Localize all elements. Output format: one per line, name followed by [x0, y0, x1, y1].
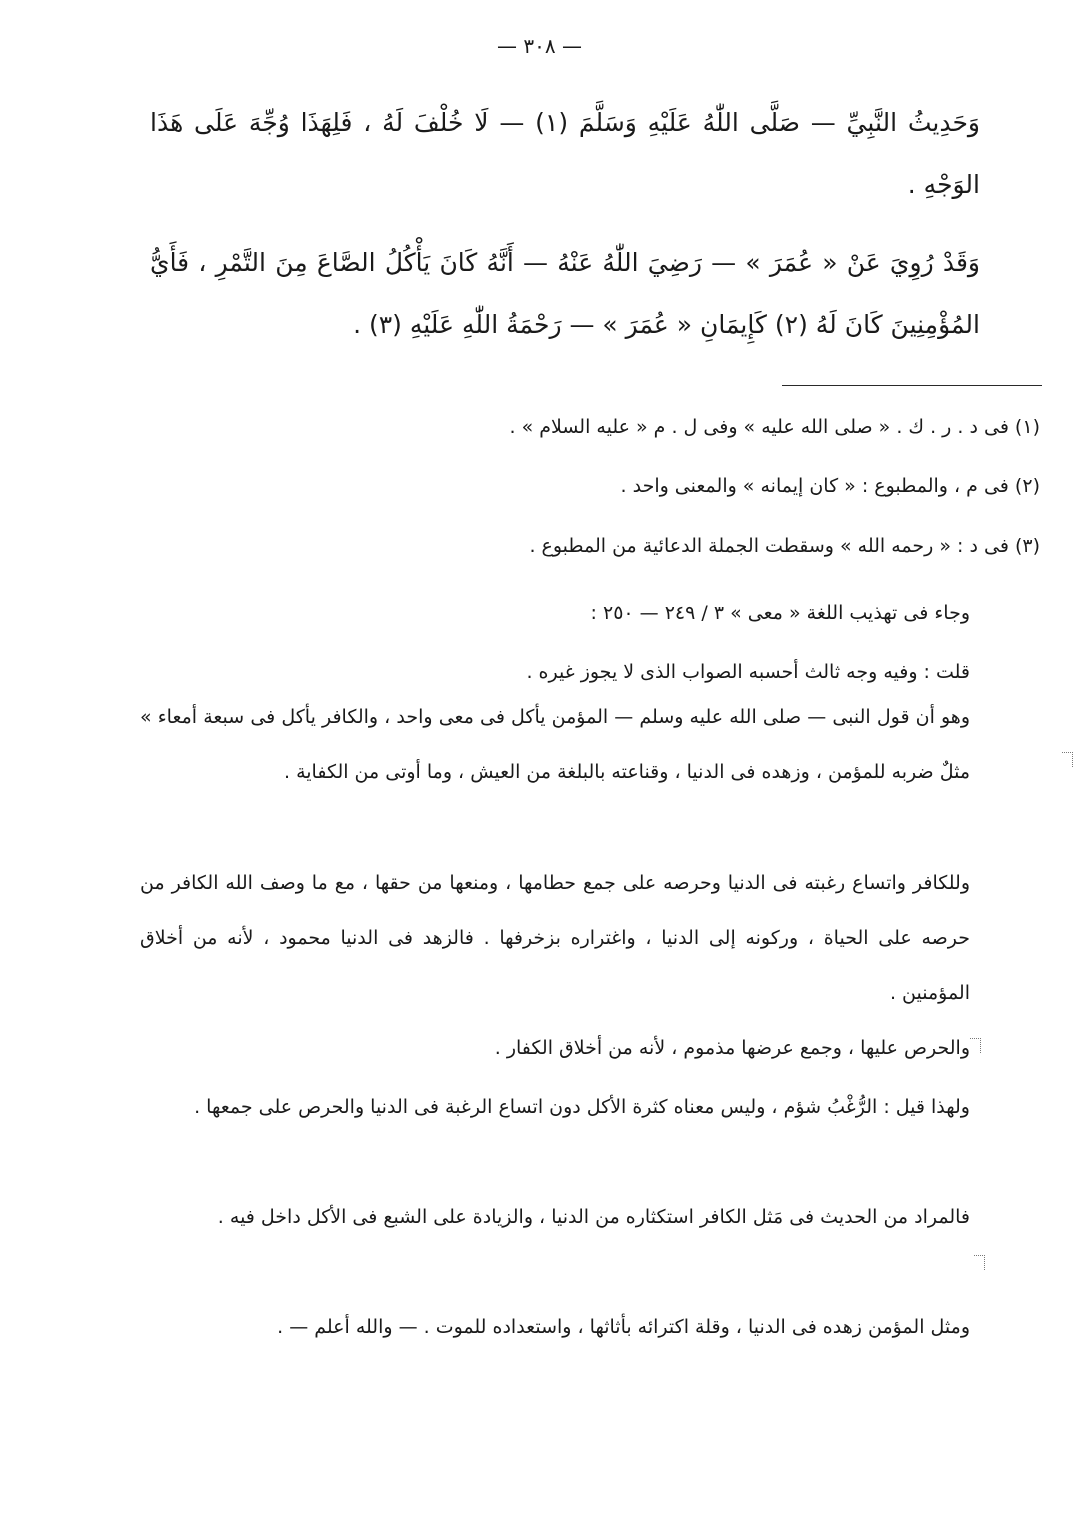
footnote-3: (٣) فى د : « رحمه الله » وسقطت الجملة الدعائية من المطبوع .: [529, 535, 1040, 557]
commentary-paragraph-1: وجاء فى تهذيب اللغة « معى » ٣ / ٢٤٩ — ٢٥٠ :: [590, 602, 970, 624]
commentary-paragraph-2: قلت : وفيه وجه ثالث أحسبه الصواب الذى لا يجوز غيره .: [526, 661, 970, 683]
page-number: — ٣٠٨ —: [497, 34, 582, 58]
footnote-2: (٢) فى م ، والمطبوع : « كان إيمانه » والمعنى واحد .: [620, 475, 1040, 497]
commentary-paragraph-8: ومثل المؤمن زهده فى الدنيا ، وقلة اكترائه بأثاثها ، واستعداده للموت . — والله أعلم — .: [277, 1316, 970, 1338]
footnote-separator: [782, 385, 1042, 386]
main-paragraph-2: وَقَدْ رُوِيَ عَنْ « عُمَرَ » — رَضِيَ اللّٰهُ عَنْهُ — أَنَّهُ كَانَ يَأْكُلُ الصَّاعَ مِنَ التَّمْرِ ، فَأَيُّ المُؤْمِنِينَ كَانَ لَهُ (٢) كَإِيمَانِ « عُمَرَ » — رَحْمَةُ اللّٰهِ عَلَيْهِ (٣) .: [150, 248, 980, 339]
commentary-paragraph-5: والحرص عليها ، وجمع عرضها مذموم ، لأنه من أخلاق الكفار .: [494, 1037, 970, 1059]
commentary-paragraph-7: فالمراد من الحديث فى مَثل الكافر استكثاره من الدنيا ، والزيادة على الشبع فى الأكل داخل فيه .: [217, 1206, 970, 1228]
commentary-paragraph-3: وهو أن قول النبى — صلى الله عليه وسلم — المؤمن يأكل فى معى واحد ، والكافر يأكل فى سبعة أمعاء » مثلٌ ضربه للمؤمن ، وزهده فى الدنيا ، وقناعته بالبلغة من العيش ، وما أوتى من الكفاية .: [140, 706, 970, 783]
main-paragraph-1: وَحَدِيثُ النَّبِيِّ — صَلَّى اللّٰهُ عَلَيْهِ وَسَلَّمَ (١) — لَا خُلْفَ لَهُ ، فَلِهَذَا وُجِّهَ عَلَى هَذَا الوَجْهِ .: [150, 108, 980, 199]
footnote-1: (١) فى د . ر . ك . « صلى الله عليه » وفى ل . م « عليه السلام » .: [509, 416, 1040, 438]
scan-mark: [974, 1255, 985, 1270]
commentary-paragraph-6: ولهذا قيل : الرُّغْبُ شؤم ، وليس معناه كثرة الأكل دون اتساع الرغبة فى الدنيا والحرص على جمعها .: [194, 1096, 970, 1118]
scan-mark: [970, 1038, 981, 1053]
commentary-paragraph-4: وللكافر واتساع رغبته فى الدنيا وحرصه على جمع حطامها ، ومنعها من حقها ، مع ما وصف الله الكافر من حرصه على الحياة ، وركونه إلى الدنيا ، واغتراره بزخرفها . فالزهد فى الدنيا محمود ، لأنه من أخلاق المؤمنين .: [140, 872, 970, 1004]
scan-mark: [1062, 752, 1073, 767]
